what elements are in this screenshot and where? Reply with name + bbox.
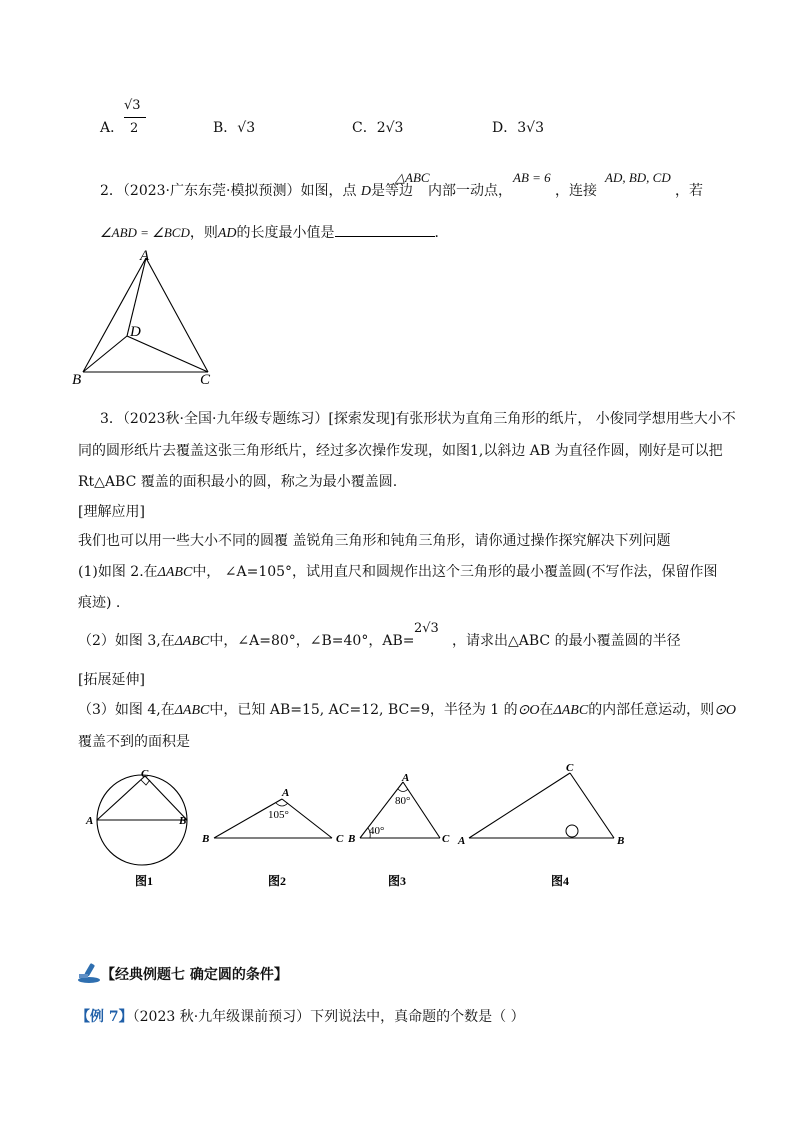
figure-4 (455, 760, 635, 888)
q3-text: 中， ∠A=105°，试用直尺和圆规作出这个三角形的最小覆盖圆(不写作法，保留作图 (192, 564, 718, 580)
q3-heading-apply: [理解应用] (78, 504, 145, 520)
example-text: （2023 秋·九年级课前预习）下列说法中，真命题的个数是（ ） (132, 1009, 525, 1025)
q2-ab: AB = 6 (513, 170, 551, 185)
label-a: A (458, 835, 466, 847)
q3-text: 中，已知 AB=15, AC=12, BC=9，半径为 1 的 (209, 702, 518, 718)
label-b: B (348, 833, 356, 845)
q2-text: 的长度最小值是 (236, 225, 335, 241)
label-c: C (200, 372, 211, 388)
label-a: A (282, 787, 290, 799)
choice-d (492, 117, 544, 137)
choice-letter: A． (100, 120, 125, 136)
q3-triangle: ΔABC (174, 634, 210, 649)
section-title: 【经典例题七 确定圆的条件】 (101, 967, 288, 983)
label-d: D (130, 324, 141, 340)
q3-line1: 3．（2023秋·全国·九年级专题练习）[探索发现]有张形状为直角三角形的纸片， 小俊同学想用些大小不 (100, 411, 736, 427)
q3-text: （2）如图 3,在 (78, 633, 175, 649)
choice-letter: D． (492, 120, 518, 136)
label-a: A (140, 248, 150, 264)
angle-label: 105° (268, 809, 289, 821)
q3-part1 (78, 561, 718, 581)
q2-text: 是等边 (371, 183, 414, 199)
circle-o: ⊙O (517, 703, 540, 718)
circle-o: ⊙O (714, 703, 737, 718)
caption: 图1 (135, 874, 154, 888)
q2-figure (70, 248, 220, 388)
q2-text: ． (434, 225, 449, 241)
q3-heading-extend: [拓展延伸] (78, 672, 145, 688)
q2-ad: AD (217, 226, 237, 241)
q3-line2: 同的圆形纸片去覆盖这张三角形纸片，经过多次操作发现，如图1,以斜边 AB 为直径作圆，刚好是可以把 (78, 443, 723, 459)
label-c: C (336, 833, 344, 845)
choice-value: √3 (237, 120, 256, 136)
q2-point-d: D (360, 184, 372, 199)
choice-value: 3√3 (517, 120, 544, 136)
q3-triangle: ΔABC (553, 703, 589, 718)
q3-text: 中，∠A=80°，∠B=40°，AB= (209, 633, 415, 649)
angle-a-label: 80° (395, 795, 411, 807)
figure-2 (200, 780, 350, 888)
fraction-denominator: 2 (130, 121, 139, 136)
q2-segments: AD, BD, CD (605, 170, 671, 185)
q2-angle: ∠ABD = ∠BCD (100, 225, 190, 240)
q3-text: 的内部任意运动，则 (588, 702, 715, 718)
example-tag: 【例 7】 (76, 1009, 133, 1025)
q2-triangle: △ABC (395, 170, 430, 185)
q3-part3-cont: 覆盖不到的面积是 (78, 734, 190, 750)
choice-a (100, 117, 124, 137)
example-7 (76, 1006, 525, 1026)
choice-letter: B． (213, 120, 238, 136)
q3-part2 (78, 630, 414, 650)
q3-part1-cont: 痕迹) . (78, 595, 121, 611)
q2-text: ，则 (189, 225, 218, 241)
choice-c (352, 117, 403, 137)
q2-number: 2． (100, 183, 123, 199)
q2-text: ，若 (675, 183, 703, 199)
label-b: B (202, 833, 210, 845)
q3-line3: Rt△ABC 覆盖的面积最小的圆，称之为最小覆盖圆. (78, 474, 398, 490)
q3-triangle: ΔABC (174, 703, 210, 718)
label-c: C (566, 762, 574, 774)
choice-value: 2√3 (376, 120, 404, 136)
choice-letter: C． (352, 120, 377, 136)
q3-text: ，请求出△ABC 的最小覆盖圆的半径 (452, 633, 681, 649)
q2-text: 内部一动点， (428, 183, 512, 199)
caption: 图3 (388, 874, 407, 888)
q3-text: （3）如图 4,在 (78, 702, 175, 718)
label-b: B (617, 835, 625, 847)
q3-ab-value: 2√3 (414, 621, 439, 636)
q2-text: （2023·广东东莞·模拟预测）如图，点 (122, 183, 357, 199)
q3-triangle: ΔABC (157, 565, 193, 580)
q3-part3 (78, 699, 736, 719)
q2-line2 (100, 222, 449, 242)
fraction-numerator: √3 (124, 98, 141, 113)
label-b: B (72, 372, 82, 388)
q2-text: ，连接 (555, 183, 597, 199)
caption: 图2 (268, 874, 287, 888)
label-a: A (86, 815, 94, 827)
label-c: C (141, 768, 149, 780)
q3-text: 在 (539, 702, 554, 718)
label-b: B (179, 815, 187, 827)
label-c: C (442, 833, 450, 845)
angle-b-label: 40° (369, 825, 385, 837)
q2-line1 (100, 180, 413, 200)
microscope-icon (75, 960, 103, 984)
q3-line5: 我们也可以用一些大小不同的圆覆 盖锐角三角形和钝角三角形，请你通过操作探究解决下列问题 (78, 533, 671, 549)
q3-text: (1)如图 2.在 (78, 564, 158, 580)
answer-blank (335, 224, 435, 237)
figure-1 (85, 768, 195, 888)
caption: 图4 (551, 874, 570, 888)
label-a: A (402, 772, 410, 784)
fraction-bar (124, 117, 146, 118)
figure-3 (348, 770, 458, 888)
choice-b (213, 117, 255, 137)
